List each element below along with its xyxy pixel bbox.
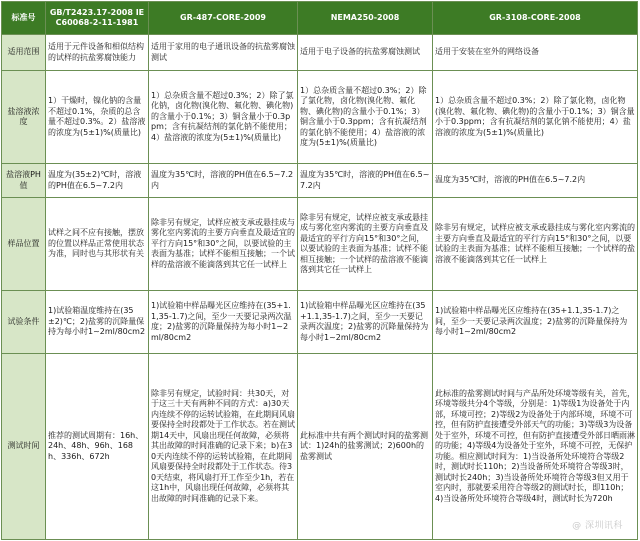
header-nema250: NEMA250-2008: [298, 2, 433, 35]
table-cell: 适用于家用的电子通讯设备的抗盐雾腐蚀测试: [149, 35, 298, 71]
table-row: [2, 291, 638, 354]
table-cell: 适用于安装在室外的网络设备: [433, 35, 638, 71]
row-label: 试验条件: [2, 291, 46, 354]
table-cell: 此标准的盐雾测试时间与产品所处环境等级有关，首先，环境等级共分4个等级，分别是：1)等级1为设备处于内部，环境可控；2)等级2为设备处于内部环境，环境不可控，但有防护直接遭受外部天气的功能；3)等级3为设备处于室外，环境不可控，但有防护直接遭受外部日晒雨淋的功能；4)等级4为设备处于室外，环境不可控，无保护功能。相应测试时间为：1)当设备所处环境符合等级2时，测试时长110h；2)当设备所处环境符合等级3时，测试时长240h；3)当设备所处环境符合等级3但又用于室内时，那就要采用符合等级2的测试时长，即110h；4)当设备所处环境符合等级4时，测试时长为720h: [433, 354, 638, 540]
header-gr-487: GR-487-CORE-2009: [149, 2, 298, 35]
table-cell: 此标准中共有两个测试时间的盐雾测试：1)24h的盐雾测试；2)600h的盐雾测试: [298, 354, 433, 540]
table-cell: 1）总杂质含量不超过0.3%；2）除了氯化钠，卤化物(溴化物、氟化物、碘化物)的含量小于0.1%；3）铜含量小于0.3ppm；含有抗凝结剂的氯化钠不能使用；4）盐溶液的浓度为(5±1)%(质量比): [149, 71, 298, 164]
table-cell: 1）总杂质含量不超过0.3%；2）除了氯化物，卤化物(溴化物、氟化物、碘化物)的含量小于0.1%；3）铜含量小于0.3ppm；含有抗凝结剂的氯化钠不能使用；4）盐溶液的浓度为(5±1)%(质量比): [433, 71, 638, 164]
table-cell: 温度为35℃时，溶液的PH值在6.5~7.2内: [433, 164, 638, 198]
spec-comparison: [1, 1, 637, 539]
header-gb-t2423: GB/T2423.17-2008 IEC60068-2-11-1981: [46, 2, 149, 35]
table-row: [2, 164, 638, 198]
table-cell: 除非另有规定，试样应被支承或悬挂成与雾化室内雾流的主要方向垂直及最适宜的平行方向15°和30°之间，以要试验的主表面为基准；试样不能相互接触；一个试样的盐溶液不能滴落到其它任一试样上: [149, 198, 298, 291]
header-gr-3108: GR-3108-CORE-2008: [433, 2, 638, 35]
table-cell: 推荐的测试周期有：16h、24h、48h、96h、168h、336h、672h: [46, 354, 149, 540]
table-cell: 适用于元件设备和相似结构的试样的抗盐雾腐蚀能力: [46, 35, 149, 71]
row-label: 测试时间: [2, 354, 46, 540]
table-row: [2, 198, 638, 291]
table-cell: 1）总杂质含量不超过0.3%；2）除了氯化物，卤化物(溴化物、氟化物、碘化物)的含量小于0.1%；3）铜含量小于0.3ppm；含有抗凝结剂的氯化钠不能使用；4）盐溶液的浓度为(5±1)%(质量比): [298, 71, 433, 164]
standards-comparison-table: [1, 1, 638, 540]
row-label: 样品位置: [2, 198, 46, 291]
table-row: [2, 354, 638, 540]
table-cell: 1)试验箱温度维持在(35±2)℃；2)盐雾的沉降量保持为每小时1~2ml/80cm2: [46, 291, 149, 354]
watermark: @ 深圳讯科: [572, 521, 623, 531]
row-label: 盐溶液浓度: [2, 71, 46, 164]
table-cell: 1）干燥时，镍化钠的含量不超过0.1%，杂质的总含量不超过0.3%。2）盐溶液的浓度为(5±1)%(质量比): [46, 71, 149, 164]
table-cell: 除非另有规定，试样应被支承或悬挂成与雾化室内雾流的主要方向垂直及最适宜的平行方向15°和30°之间，以要试验的主表面为基准；试样不能相互接触；一个试样的盐溶液不能滴落到其它任一试样上: [298, 198, 433, 291]
table-cell: 除非另有规定，试验时间：共30天，对于这三十天有两种不同的方式：a)30天内连续不停的运转试验箱，在此期间风扇要保持全时段都处于工作状态。若在测试期14天中，风扇出现任何故障，必须将其出故障的时间准确的记录下来；b)在30天内连续不停的运转试验箱，在此期间风扇要保持全时段都处于工作状态。待30天结束，将风扇打开工作至少1h，若在这1h中，风扇出现任何故障，必须将其出故障的时间准确的记录下来。: [149, 354, 298, 540]
header-row: [2, 2, 638, 35]
table-cell: 除非另有规定，试样应被支承或悬挂成与雾化室内雾流的主要方向垂直及最适宜的平行方向15°和30°之间，以要试验的主表面为基准；试样不能相互接触；一个试样的盐溶液不能滴落到其它任一试样上: [433, 198, 638, 291]
table-cell: 温度为35℃时，溶液的PH值在6.5~7.2内: [149, 164, 298, 198]
row-label: 盐溶液PH值: [2, 164, 46, 198]
table-cell: 1)试验箱中样品曝光区应维持在(35+1.1,35-1.7)之间，至少一天要记录两次温度；2)盐雾的沉降量保持为每小时1~2ml/80cm2: [433, 291, 638, 354]
table-cell: 温度为(35±2)℃时，溶液的PH值在6.5~7.2内: [46, 164, 149, 198]
header-standard-no: 标准号: [2, 2, 46, 35]
table-row: [2, 35, 638, 71]
row-label: 适用范围: [2, 35, 46, 71]
table-cell: 适用于电子设备的抗盐雾腐蚀测试: [298, 35, 433, 71]
table-cell: 1)试验箱中样品曝光区应维持在(35+1.1,35-1.7)之间，至少一天要记录两次温度；2)盐雾的沉降量保持为每小时1~2ml/80cm2: [298, 291, 433, 354]
table-cell: 温度为35℃时，溶液的PH值在6.5~7.2内: [298, 164, 433, 198]
table-row: [2, 71, 638, 164]
table-cell: 1)试验箱中样品曝光区应维持在(35+1.1,35-1.7)之间，至少一天要记录两次温度；2)盐雾的沉降量保持为每小时1~2ml/80cm2: [149, 291, 298, 354]
table-cell: 试样之间不应有接触，摆放的位置以样品正常使用状态为准，同时也与其形状有关: [46, 198, 149, 291]
